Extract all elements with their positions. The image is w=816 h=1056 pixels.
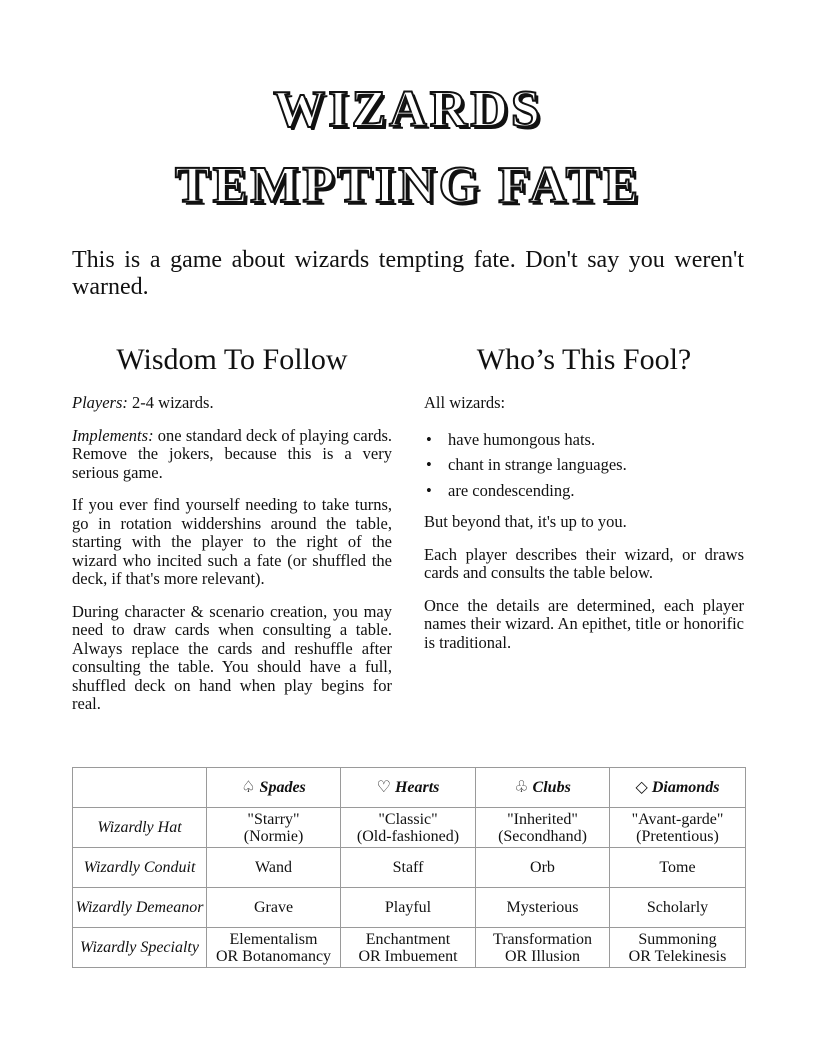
suit-name: Spades xyxy=(259,779,306,796)
cell-line: "Inherited" xyxy=(507,810,578,828)
row-label: Wizardly Specialty xyxy=(73,928,207,968)
title-line-2: TEMPTING FATE xyxy=(174,157,642,214)
cell-line: (Old-fashioned) xyxy=(356,827,460,845)
describe-paragraph: Each player describes their wizard, or draws cards and consults the table below. xyxy=(424,544,744,582)
players-label: Players: xyxy=(72,393,128,412)
row-label: Wizardly Hat xyxy=(73,808,207,848)
cell-line: (Normie) xyxy=(243,827,304,845)
implements-paragraph xyxy=(72,427,392,483)
wizard-table xyxy=(72,767,746,968)
cell-line: OR Botanomancy xyxy=(215,947,332,965)
list-item: • are condescending. xyxy=(424,478,744,504)
cell-line: OR Imbuement xyxy=(358,947,458,965)
wisdom-column xyxy=(72,340,392,728)
fool-heading: Who’s This Fool? xyxy=(476,343,692,376)
heart-icon: ♡ xyxy=(376,779,391,796)
implements-label: Implements: xyxy=(72,425,154,445)
players-paragraph xyxy=(72,394,392,413)
table-row xyxy=(73,808,746,848)
cell-line: Summoning xyxy=(638,930,717,948)
traits-list xyxy=(424,427,744,504)
beyond-paragraph: But beyond that, it's up to you. xyxy=(424,512,627,531)
table-cell xyxy=(476,808,610,848)
cell-line: "Classic" xyxy=(378,810,438,828)
list-item: • have humongous hats. xyxy=(424,427,744,453)
title-line-1: WIZARDS xyxy=(273,81,543,138)
table-cell: Grave xyxy=(207,888,341,928)
cell-line: Transformation xyxy=(493,930,592,948)
table-row xyxy=(73,848,746,888)
creation-paragraph: During character & scenario creation, you may need to draw cards when consulting a table. Always replace the cards and reshuffle after consulting the table. You should have a full, shuffled deck on hand when play begins for real. xyxy=(72,601,392,713)
cell-line: Elementalism xyxy=(229,930,318,948)
table-cell xyxy=(207,808,341,848)
all-wizards-text: All wizards: xyxy=(424,393,506,412)
cell-line: OR Telekinesis xyxy=(628,947,727,965)
table-cell: Scholarly xyxy=(610,888,746,928)
table-cell xyxy=(207,928,341,968)
row-label: Wizardly Conduit xyxy=(73,848,207,888)
list-item: • chant in strange languages. xyxy=(424,452,744,478)
table-cell xyxy=(341,808,476,848)
club-icon: ♧ xyxy=(514,779,529,796)
table-cell: Orb xyxy=(476,848,610,888)
fool-column xyxy=(424,340,744,666)
suit-name: Hearts xyxy=(394,779,440,796)
table-cell: Mysterious xyxy=(476,888,610,928)
implements-text: one standard deck of playing cards. Remove the jokers, because this is a very serious game. xyxy=(72,425,392,482)
spade-icon: ♤ xyxy=(241,779,256,796)
table-cell: Wand xyxy=(207,848,341,888)
table-row xyxy=(73,928,746,968)
table-cell: Tome xyxy=(610,848,746,888)
table-cell: Staff xyxy=(341,848,476,888)
cell-line: (Pretentious) xyxy=(636,827,719,845)
table-cell xyxy=(476,928,610,968)
names-paragraph: Once the details are determined, each player names their wizard. An epithet, title or honorific is traditional. xyxy=(424,595,744,652)
column-header-diamonds xyxy=(610,768,746,808)
wisdom-heading: Wisdom To Follow xyxy=(116,343,348,376)
cell-line: (Secondhand) xyxy=(498,827,587,845)
table-cell xyxy=(610,808,746,848)
cell-line: "Starry" xyxy=(247,810,300,828)
table-row xyxy=(73,888,746,928)
column-header-clubs xyxy=(476,768,610,808)
table-corner-cell xyxy=(73,768,207,808)
page-title xyxy=(0,72,816,224)
turns-paragraph: If you ever find yourself needing to take turns, go in rotation widdershins around the table, starting with the player to the right of the wizard who incited such a fate (or shuffled the deck, if that's more relevant). xyxy=(72,495,392,588)
row-label: Wizardly Demeanor xyxy=(73,888,207,928)
column-header-spades xyxy=(207,768,341,808)
cell-line: Enchantment xyxy=(365,930,451,948)
table-cell xyxy=(610,928,746,968)
table-cell xyxy=(341,928,476,968)
cell-line: OR Illusion xyxy=(504,947,581,965)
table-cell: Playful xyxy=(341,888,476,928)
suit-name: Diamonds xyxy=(651,779,720,796)
suit-name: Clubs xyxy=(532,779,571,796)
cell-line: "Avant-garde" xyxy=(631,810,724,828)
column-header-hearts xyxy=(341,768,476,808)
intro-paragraph: This is a game about wizards tempting fate. Don't say you weren't warned. xyxy=(72,247,744,300)
table-header-row xyxy=(73,768,746,808)
players-text: 2-4 wizards. xyxy=(127,393,214,412)
diamond-icon: ◇ xyxy=(635,779,648,796)
